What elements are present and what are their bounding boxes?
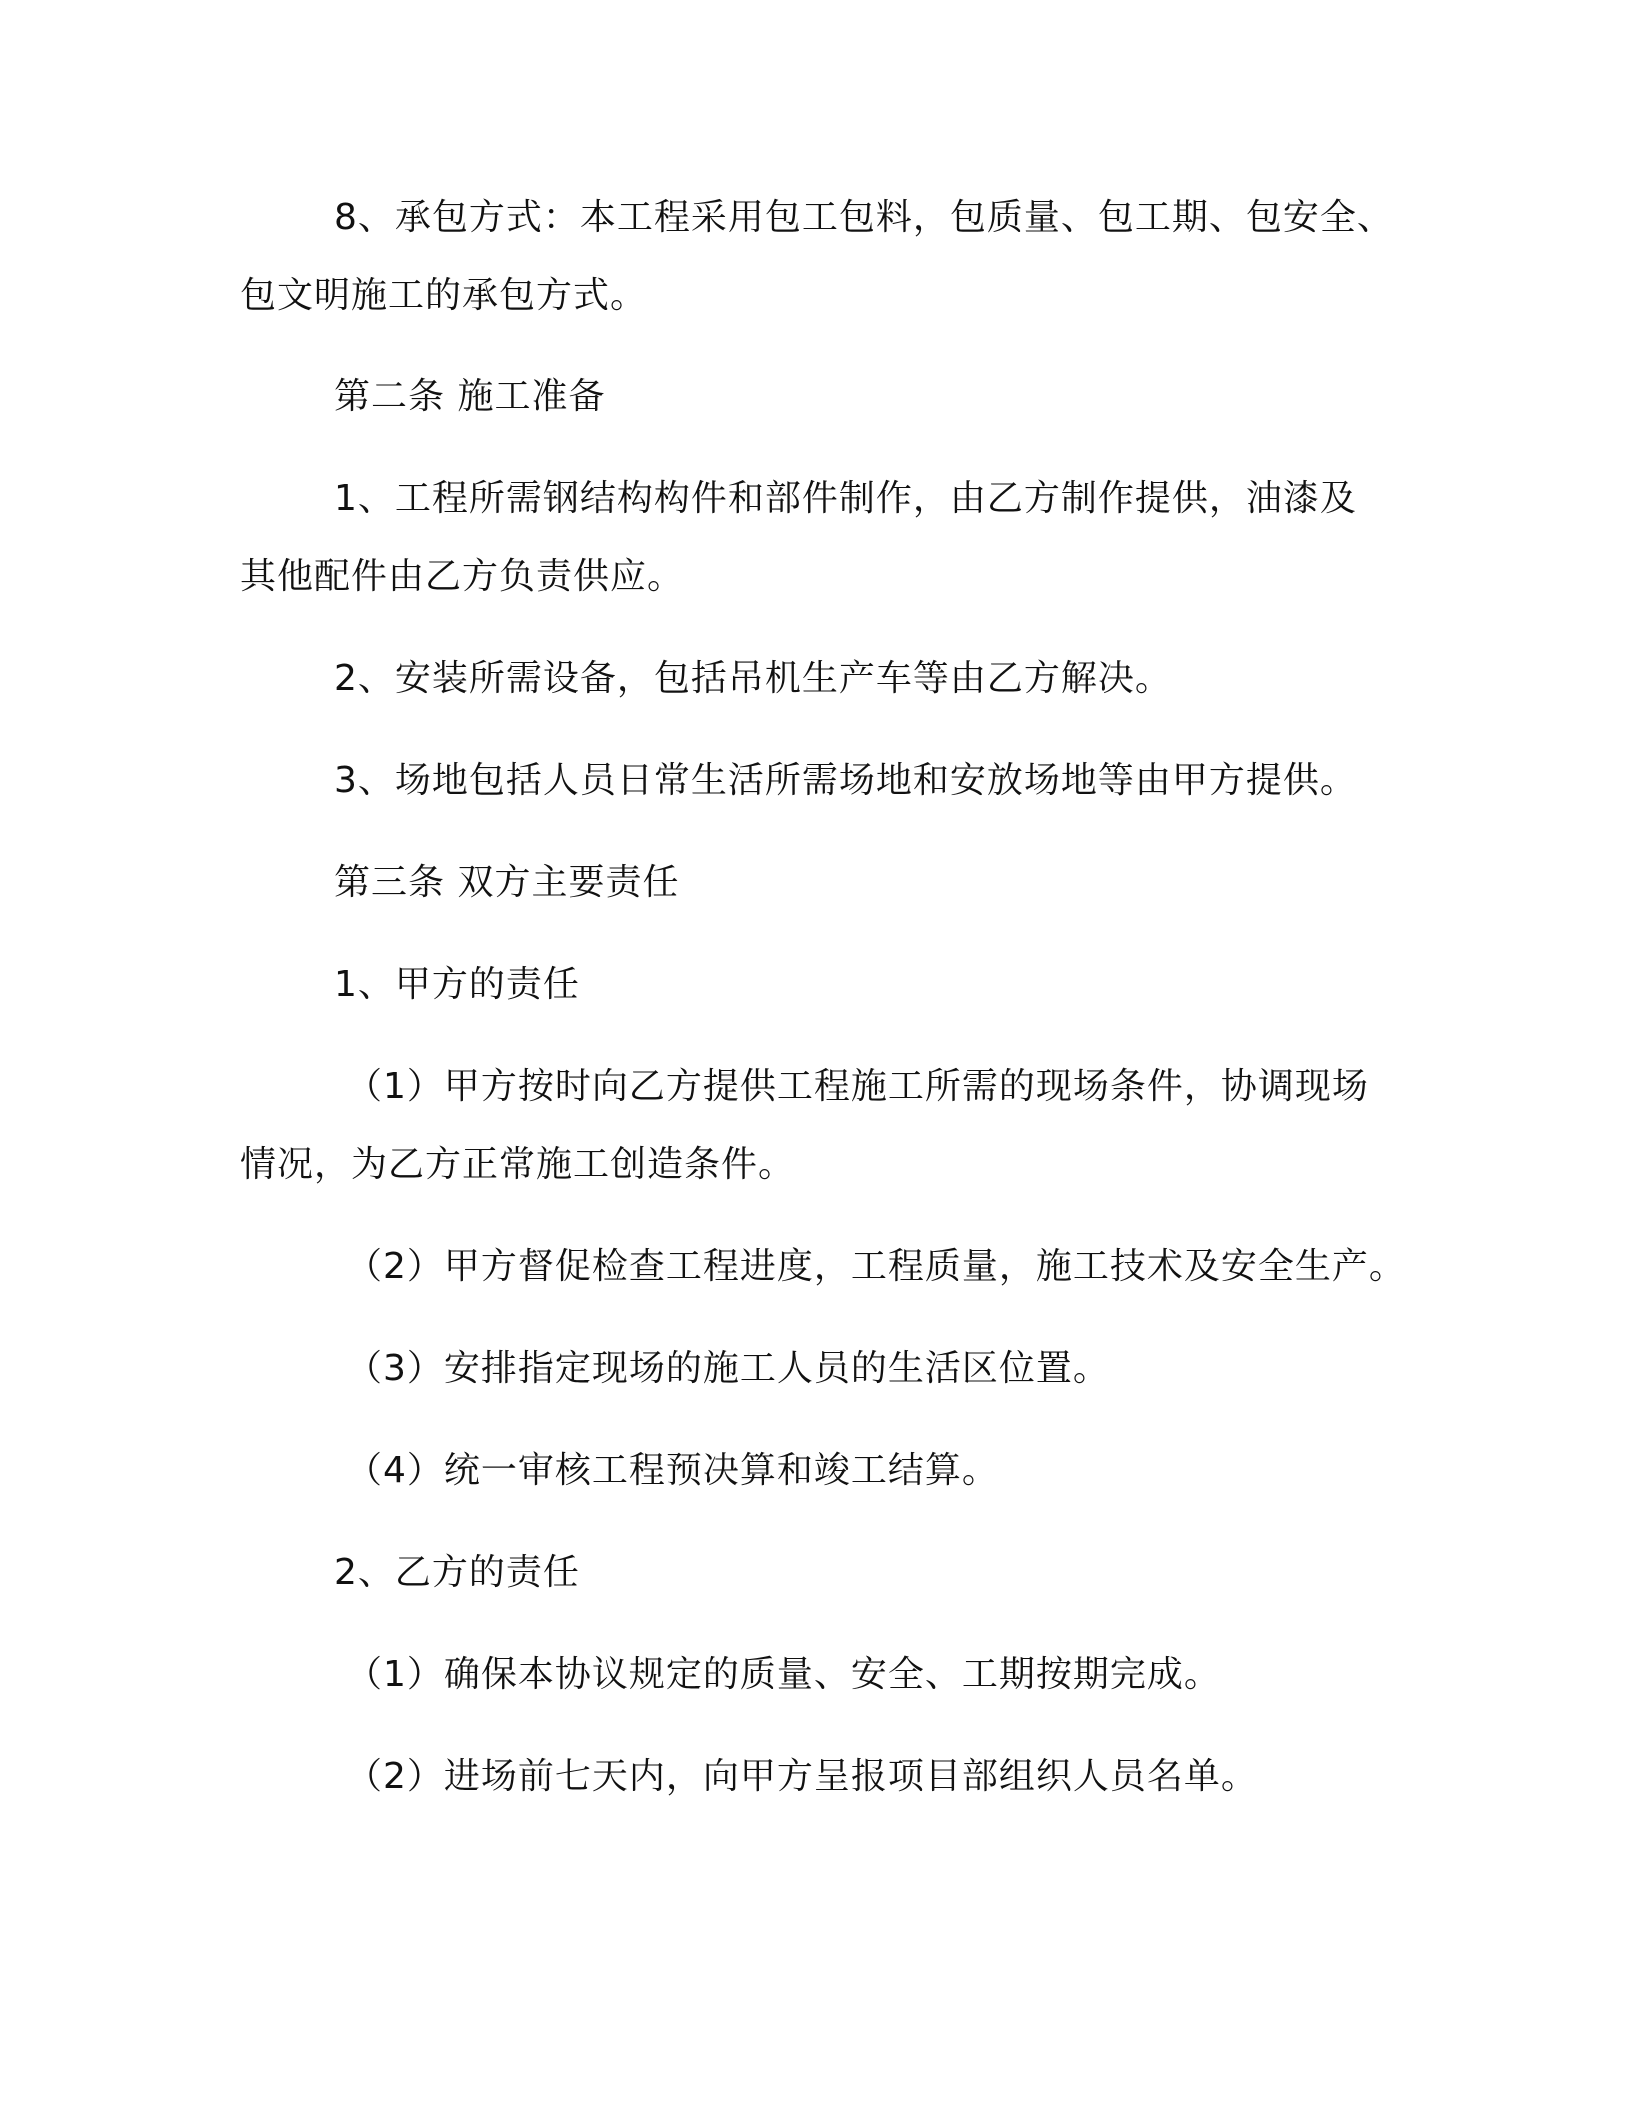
party-a-item-1-line-1: （1）甲方按时向乙方提供工程施工所需的现场条件，协调现场 [346, 1066, 1369, 1107]
article-3-heading: 第三条 双方主要责任 [334, 862, 680, 903]
party-a-item-4: （4）统一审核工程预决算和竣工结算。 [346, 1450, 999, 1491]
prep-item-1-line-2: 其他配件由乙方负责供应。 [240, 556, 685, 597]
article-2-heading: 第二条 施工准备 [334, 376, 606, 417]
party-b-heading: 2、乙方的责任 [334, 1552, 580, 1593]
party-b-item-2: （2）进场前七天内，向甲方呈报项目部组织人员名单。 [346, 1756, 1258, 1797]
prep-item-3: 3、场地包括人员日常生活所需场地和安放场地等由甲方提供。 [334, 760, 1357, 801]
contract-method-line-1: 8、承包方式：本工程采用包工包料，包质量、包工期、包安全、 [334, 197, 1394, 238]
prep-item-1-line-1: 1、工程所需钢结构构件和部件制作，由乙方制作提供，油漆及 [334, 478, 1357, 519]
party-a-item-2: （2）甲方督促检查工程进度，工程质量，施工技术及安全生产。 [346, 1246, 1406, 1287]
party-a-item-3: （3）安排指定现场的施工人员的生活区位置。 [346, 1348, 1110, 1389]
party-a-item-1-line-2: 情况，为乙方正常施工创造条件。 [240, 1144, 796, 1185]
party-b-item-1: （1）确保本协议规定的质量、安全、工期按期完成。 [346, 1654, 1221, 1695]
contract-method-line-2: 包文明施工的承包方式。 [240, 275, 648, 316]
party-a-heading: 1、甲方的责任 [334, 964, 580, 1005]
prep-item-2: 2、安装所需设备，包括吊机生产车等由乙方解决。 [334, 658, 1172, 699]
